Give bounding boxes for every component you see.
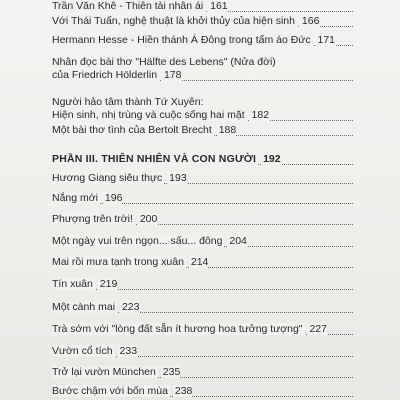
toc-entry bbox=[52, 278, 379, 291]
section-title: PHẦN III. THIÊN NHIÊN VÀ CON NGƯỜI bbox=[52, 153, 257, 165]
toc-entry bbox=[52, 213, 379, 226]
toc-entry-title: Nắng mới bbox=[52, 192, 98, 204]
toc-entry-title: Tín xuân bbox=[52, 278, 93, 290]
toc-entry-title-line1: Nhân đọc bài thơ "Hälfte des Lebens" (Nửa đời) bbox=[52, 56, 276, 68]
toc-entry-page: 171 bbox=[317, 34, 336, 46]
toc-entry-page: 204 bbox=[229, 235, 247, 247]
toc-section-heading bbox=[52, 153, 379, 166]
toc-entry-title: Một bài thơ tình của Bertolt Brecht bbox=[52, 124, 212, 136]
toc-entry-page: 188 bbox=[218, 124, 237, 136]
toc-entry-page: 233 bbox=[119, 345, 138, 357]
toc-entry bbox=[52, 172, 379, 185]
toc-entry-page: 235 bbox=[162, 366, 181, 378]
toc-entry bbox=[52, 56, 379, 82]
toc-entry bbox=[52, 192, 379, 205]
toc-entry bbox=[52, 0, 379, 13]
toc-entry-page: 223 bbox=[121, 301, 140, 313]
toc-entry bbox=[52, 124, 379, 137]
toc-entry-page: 193 bbox=[169, 172, 187, 184]
toc-entry bbox=[52, 96, 379, 122]
toc-entry-title: Một ngày vui trên ngọn... sấu... đông bbox=[52, 235, 223, 247]
toc-entry-page: 238 bbox=[174, 385, 193, 397]
toc-entry-title: Một cành mai bbox=[52, 301, 116, 313]
toc-entry bbox=[52, 323, 379, 336]
toc-entry-page: 178 bbox=[163, 69, 182, 81]
toc-entry-page: 219 bbox=[99, 278, 118, 290]
toc-entry bbox=[52, 15, 379, 28]
section-page: 192 bbox=[263, 153, 281, 165]
toc-entry bbox=[52, 34, 379, 47]
toc-entry bbox=[52, 256, 379, 269]
toc-entry-page: 214 bbox=[190, 256, 209, 268]
toc-entry bbox=[52, 366, 379, 379]
toc-entry-title: Bước chậm với bốn mùa bbox=[52, 385, 168, 397]
toc-entry-title: Với Thái Tuấn, nghệ thuật là khởi thủy của hiện sinh bbox=[52, 15, 295, 27]
toc-entry-title: Mai rồi mưa tạnh trong xuân bbox=[52, 256, 184, 268]
toc-entry-title: Vườn cổ tích bbox=[52, 345, 113, 357]
toc-entry-title: Trà sớm với "lòng đất sẵn ít hương hoa tưởng tượng" bbox=[52, 323, 303, 335]
toc-entry-page: 200 bbox=[139, 213, 158, 225]
toc-entry bbox=[52, 385, 379, 398]
toc-entry-page: 182 bbox=[251, 109, 270, 121]
toc-entry-page: 227 bbox=[309, 323, 327, 335]
toc-entry-title-line1: Người hảo tâm thành Tứ Xuyên: bbox=[52, 96, 204, 108]
toc-entry bbox=[52, 301, 379, 314]
toc-entry-page: 161 bbox=[210, 0, 228, 12]
toc-entry-title: Hương Giang siêu thực bbox=[52, 172, 163, 184]
toc-entry-page: 196 bbox=[104, 192, 123, 204]
toc-entry-title-line2: Hiện sinh, nhị trùng và cuộc sống hai mặt bbox=[52, 109, 245, 121]
toc-entry-title-line2: của Friedrich Hölderlin bbox=[52, 69, 158, 81]
toc-entry-title: Trở lại vườn München bbox=[52, 366, 156, 378]
toc-entry-page: 166 bbox=[301, 15, 320, 27]
toc-entry-title: Hermann Hesse - Hiền thánh Á Đông trong tấm áo Đức bbox=[52, 34, 311, 46]
toc-entry-title: Trần Văn Khê - Thiên tài nhân ái bbox=[52, 0, 204, 12]
toc-entry bbox=[52, 345, 379, 358]
toc-entry-title: Phượng trên trời! bbox=[52, 213, 133, 225]
toc-entry bbox=[52, 235, 379, 248]
